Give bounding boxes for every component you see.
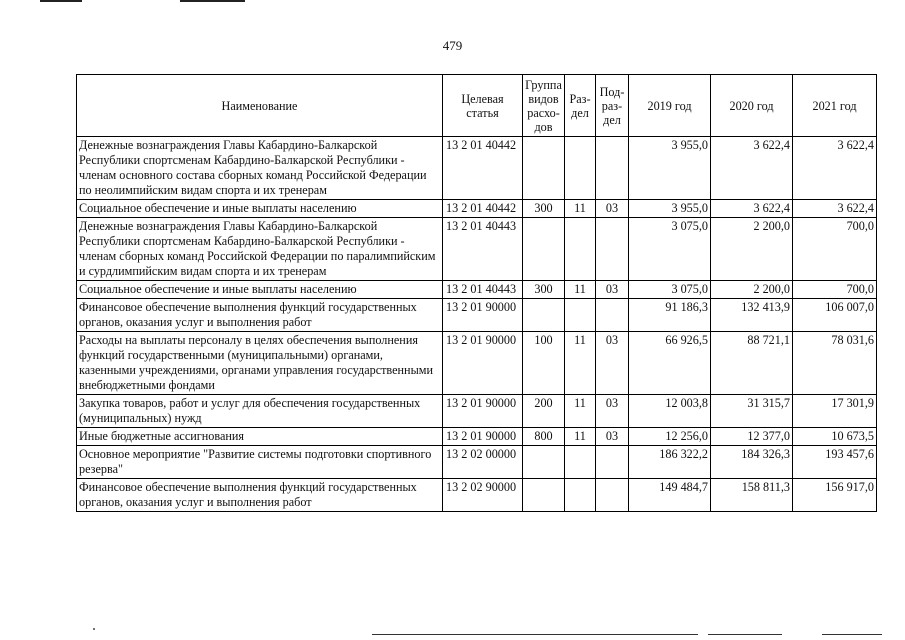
cell-2021: 10 673,5 xyxy=(793,428,877,446)
cell-2020: 12 377,0 xyxy=(711,428,793,446)
table-row xyxy=(77,428,877,446)
cell-2020: 31 315,7 xyxy=(711,395,793,428)
header-2021: 2021 год xyxy=(793,75,877,137)
cell-2021: 17 301,9 xyxy=(793,395,877,428)
page-number: 479 xyxy=(442,38,463,53)
cell-2019: 3 955,0 xyxy=(629,200,711,218)
cell-group: 300 xyxy=(523,281,565,299)
cell-2020: 3 622,4 xyxy=(711,200,793,218)
cell-group xyxy=(523,137,565,200)
table-row xyxy=(77,281,877,299)
cell-article: 13 2 01 90000 xyxy=(443,428,523,446)
cell-2019: 91 186,3 xyxy=(629,299,711,332)
cell-name: Денежные вознаграждения Главы Кабардино-Балкарской Республики спортсменам Кабардино-Балкарской Республики - членам сборных команд Российской Федерации по паралимпийским и сурдлимпийским видам спорта и их тренерам xyxy=(77,218,443,281)
cell-group xyxy=(523,218,565,281)
cell-subsection: 03 xyxy=(596,332,629,395)
cell-group: 300 xyxy=(523,200,565,218)
cell-name: Закупка товаров, работ и услуг для обеспечения государственных (муниципальных) нужд xyxy=(77,395,443,428)
cell-section: 11 xyxy=(565,428,596,446)
table-row xyxy=(77,446,877,479)
scan-artifact xyxy=(822,634,882,635)
table-row xyxy=(77,479,877,512)
cell-2019: 3 955,0 xyxy=(629,137,711,200)
cell-article: 13 2 01 90000 xyxy=(443,395,523,428)
cell-section xyxy=(565,446,596,479)
table-header-row xyxy=(77,75,877,137)
cell-subsection: 03 xyxy=(596,395,629,428)
cell-group: 100 xyxy=(523,332,565,395)
header-name: Наименование xyxy=(77,75,443,137)
scan-artifact xyxy=(180,0,245,2)
cell-group xyxy=(523,446,565,479)
cell-name: Финансовое обеспечение выполнения функций государственных органов, оказания услуг и выполнения работ xyxy=(77,479,443,512)
cell-2019: 186 322,2 xyxy=(629,446,711,479)
cell-2021: 700,0 xyxy=(793,218,877,281)
cell-section xyxy=(565,299,596,332)
cell-name: Социальное обеспечение и иные выплаты населению xyxy=(77,200,443,218)
cell-subsection xyxy=(596,479,629,512)
header-subsection: Под-раз-дел xyxy=(596,75,629,137)
cell-article: 13 2 01 40442 xyxy=(443,137,523,200)
cell-2019: 12 003,8 xyxy=(629,395,711,428)
cell-2021: 193 457,6 xyxy=(793,446,877,479)
header-group: Группа видов расхо-дов xyxy=(523,75,565,137)
cell-2020: 88 721,1 xyxy=(711,332,793,395)
cell-section: 11 xyxy=(565,395,596,428)
table-row xyxy=(77,332,877,395)
cell-name: Финансовое обеспечение выполнения функций государственных органов, оказания услуг и выполнения работ xyxy=(77,299,443,332)
cell-subsection: 03 xyxy=(596,428,629,446)
header-2019: 2019 год xyxy=(629,75,711,137)
cell-group xyxy=(523,299,565,332)
cell-2020: 184 326,3 xyxy=(711,446,793,479)
table-row xyxy=(77,299,877,332)
cell-2021: 156 917,0 xyxy=(793,479,877,512)
cell-2021: 78 031,6 xyxy=(793,332,877,395)
cell-2020: 2 200,0 xyxy=(711,281,793,299)
header-article: Целевая статья xyxy=(443,75,523,137)
cell-2019: 149 484,7 xyxy=(629,479,711,512)
cell-2020: 132 413,9 xyxy=(711,299,793,332)
cell-article: 13 2 01 40443 xyxy=(443,218,523,281)
cell-2021: 700,0 xyxy=(793,281,877,299)
cell-section xyxy=(565,479,596,512)
budget-table xyxy=(76,74,877,512)
cell-2020: 2 200,0 xyxy=(711,218,793,281)
cell-2019: 3 075,0 xyxy=(629,281,711,299)
cell-2021: 3 622,4 xyxy=(793,200,877,218)
cell-subsection xyxy=(596,446,629,479)
table-row xyxy=(77,137,877,200)
cell-2020: 158 811,3 xyxy=(711,479,793,512)
cell-group: 200 xyxy=(523,395,565,428)
cell-article: 13 2 02 90000 xyxy=(443,479,523,512)
cell-section xyxy=(565,137,596,200)
cell-name: Расходы на выплаты персоналу в целях обеспечения выполнения функций государственными (муниципальными) органами, казенными учреждениями, органами управления государственными внебюджетными фондами xyxy=(77,332,443,395)
table-row xyxy=(77,218,877,281)
cell-name: Иные бюджетные ассигнования xyxy=(77,428,443,446)
cell-2019: 12 256,0 xyxy=(629,428,711,446)
cell-subsection xyxy=(596,137,629,200)
header-section: Раз-дел xyxy=(565,75,596,137)
scan-artifact xyxy=(93,628,95,630)
cell-subsection xyxy=(596,299,629,332)
cell-name: Денежные вознаграждения Главы Кабардино-Балкарской Республики спортсменам Кабардино-Балкарской Республики - членам основного состава сборных команд Российской Федерации по неолимпийским видам спорта и их тренерам xyxy=(77,137,443,200)
cell-group xyxy=(523,479,565,512)
cell-section: 11 xyxy=(565,200,596,218)
cell-subsection: 03 xyxy=(596,281,629,299)
cell-article: 13 2 01 40443 xyxy=(443,281,523,299)
cell-subsection: 03 xyxy=(596,200,629,218)
cell-article: 13 2 01 90000 xyxy=(443,332,523,395)
cell-2021: 3 622,4 xyxy=(793,137,877,200)
scan-artifact xyxy=(708,634,782,635)
cell-name: Социальное обеспечение и иные выплаты населению xyxy=(77,281,443,299)
cell-2019: 66 926,5 xyxy=(629,332,711,395)
cell-section: 11 xyxy=(565,281,596,299)
table-row xyxy=(77,395,877,428)
scan-artifact xyxy=(40,0,82,2)
scan-artifact xyxy=(372,634,698,635)
cell-2020: 3 622,4 xyxy=(711,137,793,200)
cell-2021: 106 007,0 xyxy=(793,299,877,332)
cell-article: 13 2 02 00000 xyxy=(443,446,523,479)
cell-2019: 3 075,0 xyxy=(629,218,711,281)
cell-section xyxy=(565,218,596,281)
table-row xyxy=(77,200,877,218)
cell-group: 800 xyxy=(523,428,565,446)
header-2020: 2020 год xyxy=(711,75,793,137)
cell-subsection xyxy=(596,218,629,281)
cell-article: 13 2 01 40442 xyxy=(443,200,523,218)
cell-name: Основное мероприятие "Развитие системы подготовки спортивного резерва" xyxy=(77,446,443,479)
cell-section: 11 xyxy=(565,332,596,395)
cell-article: 13 2 01 90000 xyxy=(443,299,523,332)
